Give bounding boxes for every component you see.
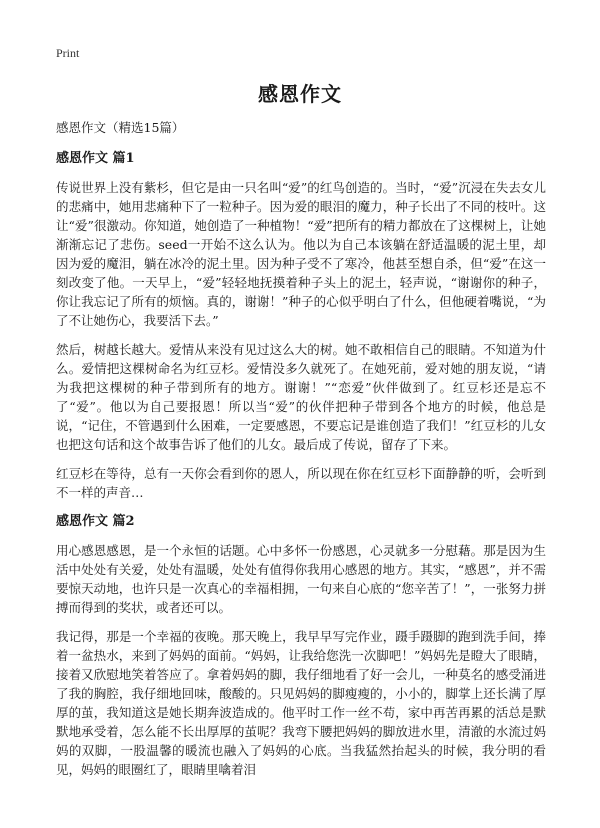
section-heading: 感恩作文 篇1 [56, 151, 135, 166]
paragraph: 用心感恩感恩，是一个永恒的话题。心中多怀一份感恩，心灵就多一分慰藉。那是因为生活中处处有关爱，处处有温暖，处处有值得你我用心感恩的地方。其实，“感恩”，并不需要惊天动地，也许只是一次真心的幸福相拥，一句来自心底的“您辛苦了！”，一张努力拼搏而得到的奖状，或者还可以。 [56, 543, 546, 615]
essay-section-2 [56, 512, 546, 779]
paragraph: 传说世界上没有紫杉，但它是由一只名叫“爱”的红鸟创造的。当时，“爱”沉浸在失去女儿的悲痛中，她用悲痛种下了一粒种子。因为爱的眼泪的魔力，种子长出了不同的枝叶。这让“爱”很激动。你知道，她创造了一种植物！“爱”把所有的精力都放在了这棵树上，让她渐渐忘记了悲伤。seed一开始不这么认为。他以为自己本该躺在舒适温暖的泥土里，却因为爱的魔泪，躺在冰冷的泥土里。因为种子受不了寒冷，他甚至想自杀，但“爱”在这一刻改变了他。一天早上，“爱”轻轻地抚摸着种子头上的泥土，轻声说，“谢谢你的种子，你让我忘记了所有的烦恼。真的，谢谢！”种子的心似乎明白了什么，但他硬着嘴说，“为了不让她伤心，我要活下去。” [56, 180, 546, 328]
essay-section-1 [56, 149, 546, 502]
document-body [56, 118, 546, 789]
paragraph: 我记得，那是一个幸福的夜晚。那天晚上，我早早写完作业，蹑手蹑脚的跑到洗手间，捧着一盆热水，来到了妈妈的面前。“妈妈，让我给您洗一次脚吧！”妈妈先是瞪大了眼睛，接着又欣慰地笑着答应了。拿着妈妈的脚，我仔细地看了好一会儿，一种莫名的感受涌进了我的胸腔，我仔细地回味，酸酸的。只见妈妈的脚瘦瘦的，小小的，脚掌上还长满了厚厚的茧，我知道这是她长期奔波造成的。他平时工作一丝不苟，家中再苦再累的活总是默默地承受着，怎么能不长出厚厚的茧呢？我弯下腰把妈妈的脚放进水里，清澈的水流过妈妈的双脚，一股温馨的暖流也融入了妈妈的心底。当我猛然抬起头的时候，我分明的看见，妈妈的眼圈红了，眼睛里噙着泪 [56, 629, 546, 777]
paragraph: 然后，树越长越大。爱情从来没有见过这么大的树。她不敢相信自己的眼睛。不知道为什么。爱情把这棵树命名为红豆杉。爱情没多久就死了。在她死前，爱对她的朋友说，“请为我把这棵树的种子带到所有的地方。谢谢！”“恋爱”伙伴做到了。红豆杉还是忘不了“爱”。他以为自己要报恩！所以当“爱”的伙伴把种子带到各个地方的时候，他总是说，“记住，不管遇到什么困难，一定要感恩，不要忘记是谁创造了我们！”红豆杉的儿女也把这句话和这个故事告诉了他们的儿女。最后成了传说，留存了下来。 [56, 342, 546, 452]
page-title: 感恩作文 [258, 82, 342, 106]
section-heading: 感恩作文 篇2 [56, 514, 135, 529]
document-subtitle: 感恩作文（精选15篇） [56, 120, 185, 135]
paragraph: 红豆杉在等待，总有一天你会看到你的恩人，所以现在你在红豆杉下面静静的听，会听到不一样的声音… [56, 466, 546, 500]
print-link[interactable]: Print [56, 46, 80, 60]
